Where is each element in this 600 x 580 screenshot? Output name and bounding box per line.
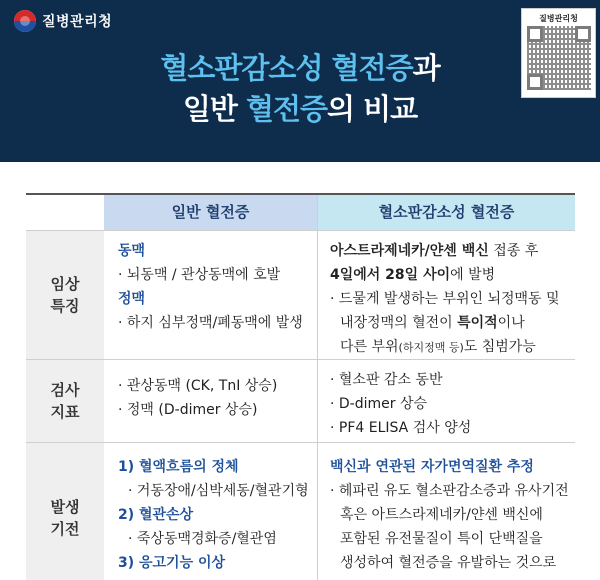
comparison-table — [26, 193, 575, 580]
tts-cell: 아스트라제네카/얀센 백신 접종 후 4일에서 28일 사이에 발병 · 드물게 발생하는 부위인 뇌정맥동 및 내장정맥의 혈전이 특이적이나 다른 부위(하지정맥 등)도 침범가능 — [317, 231, 575, 359]
table-header-row — [26, 195, 575, 231]
page-title: 혈소판감소성 혈전증과 일반 혈전증의 비교 — [160, 51, 440, 126]
table-row — [26, 360, 575, 443]
general-cell: · 관상동맥 (CK, TnI 상승) · 정맥 (D-dimer 상승) — [118, 378, 278, 418]
table-row — [26, 231, 575, 360]
col-header-general: 일반 혈전증 — [104, 195, 317, 230]
org-logo — [14, 10, 112, 32]
col-header-tts: 혈소판감소성 혈전증 — [317, 195, 575, 230]
corner-cell — [26, 195, 104, 230]
row-label: 발생 기전 — [26, 443, 104, 580]
tts-cell: 백신과 연관된 자가면역질환 추정 · 헤파린 유도 혈소판감소증과 유사기전 혹은 아트스라제네카/얀센 백신에 포함된 유전물질이 특이 단백질을 생성하여 혈전증을 유발하는 것으로 — [317, 443, 575, 580]
general-cell: 1) 혈액흐름의 정체 · 거동장애/심박세동/혈관기형 2) 혈관손상 · 죽상동맥경화증/혈관염 3) 응고기능 이상 — [118, 459, 309, 571]
row-label: 검사 지표 — [26, 360, 104, 442]
table-row — [26, 443, 575, 580]
org-name: 질병관리청 — [42, 14, 113, 30]
row-label: 임상 특징 — [26, 231, 104, 359]
general-cell: 동맥 · 뇌동맥 / 관상동맥에 호발 정맥 · 하지 심부정맥/폐동맥에 발생 — [118, 243, 303, 331]
header-banner — [0, 0, 600, 162]
qr-label: 질병관리청 — [539, 14, 578, 23]
kdca-emblem-icon — [14, 10, 36, 32]
tts-cell: · 혈소판 감소 동반 · D-dimer 상승 · PF4 ELISA 검사 양성 — [317, 360, 575, 442]
